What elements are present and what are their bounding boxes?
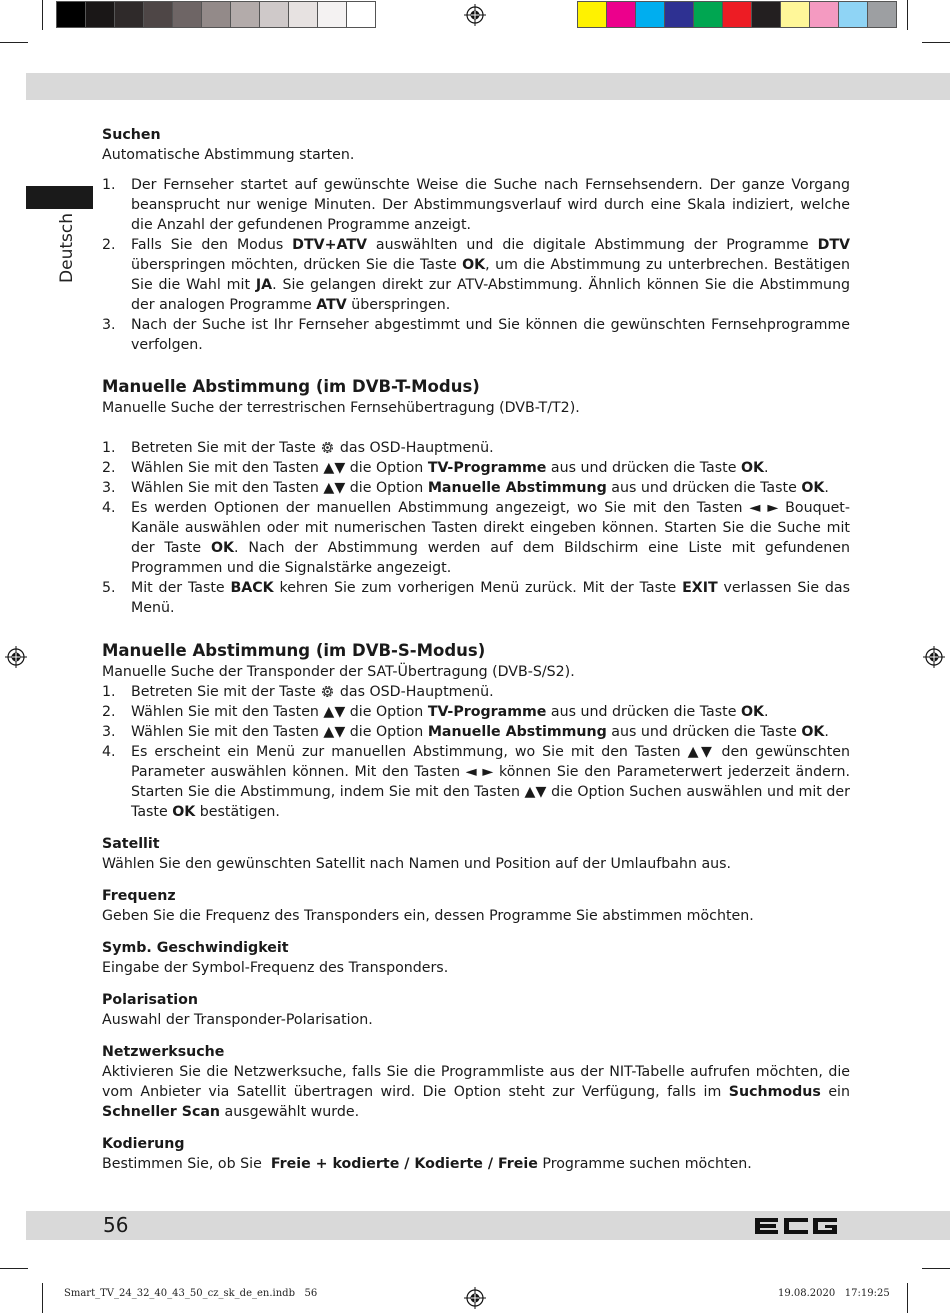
section-intro: Manuelle Suche der terrestrischen Fernsehübertragung (DVB-T/T2). bbox=[102, 400, 580, 416]
param-heading-kodierung: Kodierung bbox=[102, 1136, 185, 1152]
param-heading-polarisation: Polarisation bbox=[102, 992, 198, 1008]
page-content bbox=[102, 125, 850, 1174]
color-swatch bbox=[780, 1, 810, 28]
param-heading-frequenz: Frequenz bbox=[102, 888, 176, 904]
steps-list bbox=[102, 175, 850, 355]
page-number: 56 bbox=[103, 1213, 129, 1237]
param-heading-symb: Symb. Geschwindigkeit bbox=[102, 940, 289, 956]
print-slug-file: Smart_TV_24_32_40_43_50_cz_sk_de_en.indb 56 bbox=[64, 1288, 318, 1299]
steps-list bbox=[102, 682, 850, 822]
color-swatch bbox=[85, 1, 115, 28]
crop-mark bbox=[0, 1268, 28, 1269]
settings-gear-icon bbox=[320, 684, 335, 699]
color-swatch bbox=[114, 1, 144, 28]
color-swatch bbox=[867, 1, 897, 28]
list-item: 4. Es erscheint ein Menü zur manuellen Abstimmung, wo Sie mit den Tasten ▲▼ den gewünschten Parameter auswählen können. Mit den Tasten ◄ ► können Sie den Parameterwert jederzeit ändern. Starten Sie die Abstimmung, indem Sie mit den Tasten ▲▼ die Option Suchen auswählen und mit der Taste OK bestätigen. bbox=[102, 744, 850, 820]
crop-mark bbox=[922, 42, 950, 43]
list-item: 1. Betreten Sie mit der Taste das OSD-Hauptmenü. bbox=[102, 684, 494, 700]
param-heading-satellit: Satellit bbox=[102, 836, 160, 852]
settings-gear-icon bbox=[320, 440, 335, 455]
steps-list bbox=[102, 438, 850, 618]
param-text: Eingabe der Symbol-Frequenz des Transponders. bbox=[102, 960, 449, 976]
section-heading-suchen: Suchen bbox=[102, 127, 161, 143]
list-item: 1. Betreten Sie mit der Taste das OSD-Hauptmenü. bbox=[102, 440, 494, 456]
section-intro: Manuelle Suche der Transponder der SAT-Übertragung (DVB-S/S2). bbox=[102, 664, 575, 680]
color-swatch bbox=[606, 1, 636, 28]
list-item: 3. Wählen Sie mit den Tasten ▲▼ die Option Manuelle Abstimmung aus und drücken die Taste OK. bbox=[102, 480, 829, 496]
crop-mark bbox=[922, 1268, 950, 1269]
color-swatch bbox=[635, 1, 665, 28]
param-heading-netzwerksuche: Netzwerksuche bbox=[102, 1044, 225, 1060]
section-heading-dvb-s: Manuelle Abstimmung (im DVB-S-Modus) bbox=[102, 641, 486, 660]
process-color-bar bbox=[577, 0, 895, 30]
color-swatch bbox=[143, 1, 173, 28]
color-swatch bbox=[346, 1, 376, 28]
list-item: 1. Der Fernseher startet auf gewünschte Weise die Suche nach Fernsehsendern. Der ganze Vorgang beansprucht nur wenige Minuten. Der Abstimmungsverlauf wird durch eine Skala indiziert, welche die Anzahl der gefundenen Programme anzeigt. bbox=[102, 177, 850, 233]
param-text: Geben Sie die Frequenz des Transponders ein, dessen Programme Sie abstimmen möchten. bbox=[102, 908, 754, 924]
list-item: 5. Mit der Taste BACK kehren Sie zum vorherigen Menü zurück. Mit der Taste EXIT verlassen Sie das Menü. bbox=[102, 580, 850, 616]
list-item: 2. Wählen Sie mit den Tasten ▲▼ die Option TV-Programme aus und drücken die Taste OK. bbox=[102, 460, 769, 476]
registration-mark-icon bbox=[464, 4, 486, 26]
crop-mark bbox=[42, 1283, 43, 1313]
crop-mark bbox=[907, 0, 908, 30]
list-item: 2. Falls Sie den Modus DTV+ATV auswählten und die digitale Abstimmung der Programme DTV überspringen möchten, drücken Sie die Taste OK, um die Abstimmung zu unterbrechen. Bestätigen Sie die Wahl mit JA. Sie gelangen direkt zur ATV-Abstimmung. Ähnlich können Sie die Abstimmung der analogen Programme ATV überspringen. bbox=[102, 237, 851, 313]
language-tab bbox=[26, 186, 93, 209]
ecg-logo bbox=[752, 1215, 840, 1237]
param-text: Aktivieren Sie die Netzwerksuche, falls Sie die Programmliste aus der NIT-Tabelle aufrufen möchten, die vom Anbieter via Satellit übertragen wird. Die Option steht zur Verfügung, falls im Suchmodus ein Schneller Scan ausgewählt wurde. bbox=[102, 1064, 850, 1120]
list-item: 2. Wählen Sie mit den Tasten ▲▼ die Option TV-Programme aus und drücken die Taste OK. bbox=[102, 704, 769, 720]
color-swatch bbox=[317, 1, 347, 28]
registration-mark-icon bbox=[464, 1287, 486, 1309]
list-item: 3. Nach der Suche ist Ihr Fernseher abgestimmt und Sie können die gewünschten Fernsehprogramme verfolgen. bbox=[102, 317, 850, 353]
crop-mark bbox=[907, 1283, 908, 1313]
print-slug-timestamp: 19.08.2020 17:19:25 bbox=[778, 1288, 890, 1299]
section-intro: Automatische Abstimmung starten. bbox=[102, 147, 355, 163]
color-swatch bbox=[809, 1, 839, 28]
param-text: Bestimmen Sie, ob Sie Freie + kodierte / Kodierte / Freie Programme suchen möchten. bbox=[102, 1156, 752, 1172]
color-swatch bbox=[230, 1, 260, 28]
color-swatch bbox=[288, 1, 318, 28]
section-heading-dvb-t: Manuelle Abstimmung (im DVB-T-Modus) bbox=[102, 377, 480, 396]
grayscale-color-bar bbox=[56, 0, 376, 30]
language-label: Deutsch bbox=[57, 213, 77, 283]
header-bar bbox=[26, 73, 950, 100]
color-swatch bbox=[838, 1, 868, 28]
registration-mark-icon bbox=[5, 646, 27, 668]
color-swatch bbox=[722, 1, 752, 28]
registration-mark-icon bbox=[923, 646, 945, 668]
color-swatch bbox=[259, 1, 289, 28]
color-swatch bbox=[664, 1, 694, 28]
param-text: Auswahl der Transponder-Polarisation. bbox=[102, 1012, 373, 1028]
list-item: 4. Es werden Optionen der manuellen Abstimmung angezeigt, wo Sie mit den Tasten ◄ ► Bouquet-Kanäle auswählen oder mit numerischen Tasten direkt eingeben können. Starten Sie die Suche mit der Taste OK. Nach der Abstimmung werden auf dem Bildschirm eine Liste mit gefundenen Programmen und die Signalstärke angezeigt. bbox=[102, 500, 850, 576]
list-item: 3. Wählen Sie mit den Tasten ▲▼ die Option Manuelle Abstimmung aus und drücken die Taste OK. bbox=[102, 724, 829, 740]
color-swatch bbox=[577, 1, 607, 28]
color-swatch bbox=[201, 1, 231, 28]
color-swatch bbox=[693, 1, 723, 28]
crop-mark bbox=[0, 42, 28, 43]
color-swatch bbox=[751, 1, 781, 28]
color-swatch bbox=[172, 1, 202, 28]
crop-mark bbox=[42, 0, 43, 30]
param-text: Wählen Sie den gewünschten Satellit nach Namen und Position auf der Umlaufbahn aus. bbox=[102, 856, 732, 872]
color-swatch bbox=[56, 1, 86, 28]
